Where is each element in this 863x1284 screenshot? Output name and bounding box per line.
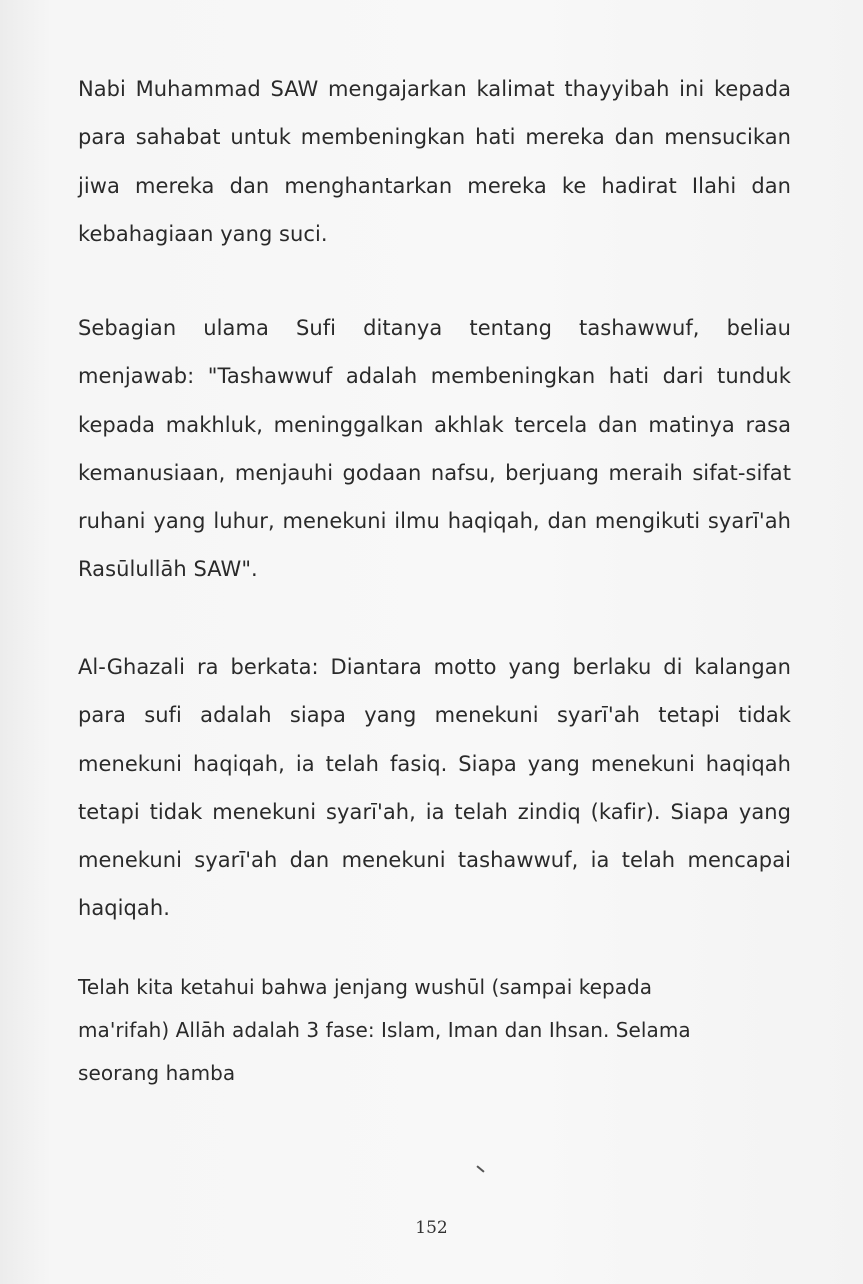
paragraph-kalimat-thayyibah: Nabi Muhammad SAW mengajarkan kalimat thayyibah ini kepada para sahabat untuk membeningkan hati mereka dan mensucikan jiwa mereka dan menghantarkan mereka ke hadirat Ilahi dan kebahagiaan yang suci. bbox=[78, 77, 791, 246]
paragraph-al-ghazali: Al-Ghazali ra berkata: Diantara motto yang berlaku di kalangan para sufi adalah siapa yang menekuni syarī'ah tetapi tidak menekuni haqiqah, ia telah fasiq. Siapa yang menekuni haqiqah tetapi tidak menekuni syarī'ah, ia telah zindiq (kafir). Siapa yang menekuni syarī'ah dan menekuni tashawwuf, ia telah mencapai haqiqah. bbox=[78, 655, 791, 921]
page-number: 152 bbox=[415, 1218, 448, 1238]
stray-ink-mark bbox=[476, 1165, 484, 1172]
paragraph-definisi-tashawwuf: Sebagian ulama Sufi ditanya tentang tashawwuf, beliau menjawab: "Tashawwuf adalah membeningkan hati dari tunduk kepada makhluk, meninggalkan akhlak tercela dan matinya rasa kemanusiaan, menjauhi godaan nafsu, berjuang meraih sifat-sifat ruhani yang luhur, menekuni ilmu haqiqah, dan mengikuti syarī'ah Rasūlullāh SAW". bbox=[78, 316, 791, 582]
paragraph-jenjang-wushul: Telah kita ketahui bahwa jenjang wushūl (sampai kepada ma'rifah) Allāh adalah 3 fase: Islam, Iman dan Ihsan. Selama seorang hamba bbox=[78, 975, 691, 1085]
